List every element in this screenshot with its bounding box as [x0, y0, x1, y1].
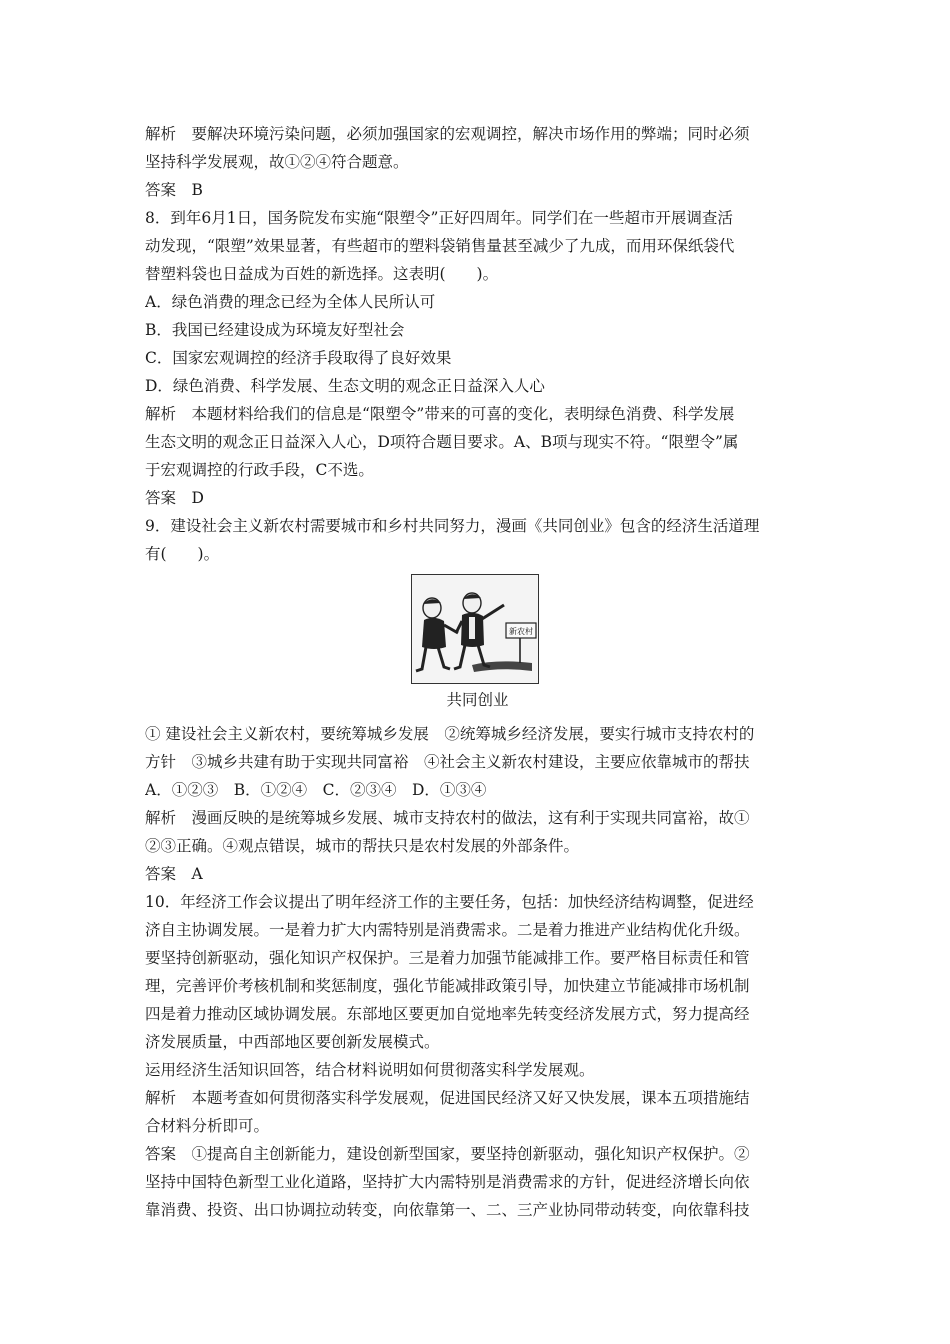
text-line: 解析 本题材料给我们的信息是“限塑令”带来的可喜的变化，表明绿色消费、科学发展 — [145, 405, 735, 423]
text-line: A．①②③ B．①②④ C．②③④ D．①③④ — [145, 781, 487, 799]
text-line: 理，完善评价考核机制和奖惩制度，强化节能减排政策引导，加快建立节能减排市场机制 — [145, 977, 750, 995]
text-line: 运用经济生活知识回答，结合材料说明如何贯彻落实科学发展观。 — [145, 1061, 595, 1079]
text-line: 解析 要解决环境污染问题，必须加强国家的宏观调控，解决市场作用的弊端；同时必须 — [145, 125, 750, 143]
text-line: 要坚持创新驱动，强化知识产权保护。三是着力加强节能减排工作。要严格目标责任和管 — [145, 949, 750, 967]
text-line: 替塑料袋也日益成为百姓的新选择。这表明( )。 — [145, 265, 499, 283]
text-line: 有( )。 — [145, 545, 220, 563]
text-line: 坚持科学发展观，故①②④符合题意。 — [145, 153, 409, 171]
figure-caption: 共同创业 — [446, 691, 509, 709]
text-line: 于宏观调控的行政手段，C不选。 — [145, 461, 374, 479]
text-line: 坚持中国特色新型工业化道路，坚持扩大内需特别是消费需求的方针，促进经济增长向依 — [145, 1173, 750, 1191]
text-line: 答案 B — [145, 181, 203, 199]
text-line: 合材料分析即可。 — [145, 1117, 270, 1135]
text-line: 解析 本题考查如何贯彻落实科学发展观，促进国民经济又好又快发展，课本五项措施结 — [145, 1089, 750, 1107]
text-line: 10．年经济工作会议提出了明年经济工作的主要任务，包括：加快经济结构调整，促进经 — [145, 893, 754, 911]
text-line: 8．到年6月1日，国务院发布实施“限塑令”正好四周年。同学们在一些超市开展调查活 — [145, 209, 733, 227]
text-line: 靠消费、投资、出口协调拉动转变，向依靠第一、二、三产业协同带动转变，向依靠科技 — [145, 1201, 750, 1219]
text-line: 济自主协调发展。一是着力扩大内需特别是消费需求。二是着力推进产业结构优化升级。 — [145, 921, 750, 939]
text-line: 济发展质量，中西部地区要创新发展模式。 — [145, 1033, 440, 1051]
text-line: 解析 漫画反映的是统筹城乡发展、城市支持农村的做法，这有利于实现共同富裕，故① — [145, 809, 750, 827]
text-line: 答案 A — [145, 865, 203, 883]
text-line: 四是着力推动区域协调发展。东部地区要更加自觉地率先转变经济发展方式，努力提高经 — [145, 1005, 750, 1023]
text-line: ① 建设社会主义新农村，要统筹城乡发展 ②统筹城乡经济发展，要实行城市支持农村的 — [145, 725, 755, 743]
text-block-bottom — [145, 720, 810, 1224]
text-line: 答案 D — [145, 489, 204, 507]
text-line: C．国家宏观调控的经济手段取得了良好效果 — [145, 349, 452, 367]
text-line: 动发现，“限塑”效果显著，有些超市的塑料袋销售量甚至减少了九成，而用环保纸袋代 — [145, 237, 735, 255]
cartoon-image — [411, 574, 539, 684]
document-content — [145, 120, 810, 1224]
text-line: 方针 ③城乡共建有助于实现共同富裕 ④社会主义新农村建设，主要应依靠城市的帮扶 — [145, 753, 750, 771]
text-line: B．我国已经建设成为环境友好型社会 — [145, 321, 405, 339]
text-line: A．绿色消费的理念已经为全体人民所认可 — [145, 293, 436, 311]
sign-label: 新农村 — [509, 627, 533, 636]
cartoon-figure — [145, 568, 810, 720]
text-line: ②③正确。④观点错误，城市的帮扶只是农村发展的外部条件。 — [145, 837, 580, 855]
text-line: 答案 ①提高自主创新能力，建设创新型国家，要坚持创新驱动，强化知识产权保护。② — [145, 1145, 750, 1163]
text-line: D．绿色消费、科学发展、生态文明的观念正日益深入人心 — [145, 377, 545, 395]
text-line: 生态文明的观念正日益深入人心，D项符合题目要求。A、B项与现实不符。“限塑令”属 — [145, 433, 739, 451]
text-line: 9．建设社会主义新农村需要城市和乡村共同努力，漫画《共同创业》包含的经济生活道理 — [145, 517, 760, 535]
text-block-top — [145, 120, 810, 568]
